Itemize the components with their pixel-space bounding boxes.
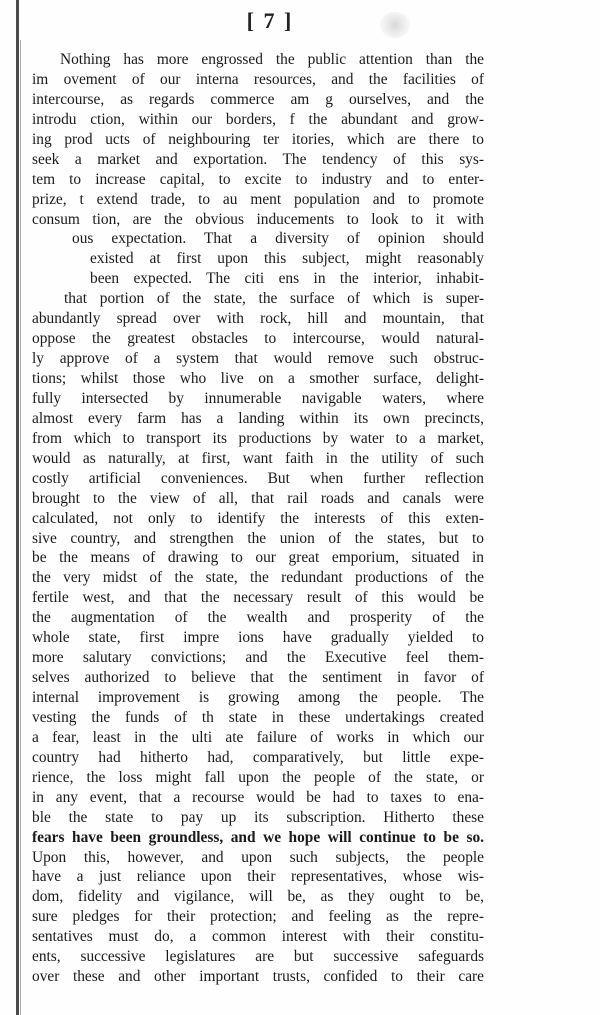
text-line: fears have been groundless, and we hope will continue to be so.	[32, 828, 484, 846]
text-line: tem to increase capital, to excite to industry and to enter-	[32, 170, 484, 188]
text-line: ents, successive legislatures are but successive safeguards	[32, 948, 484, 966]
text-line: fully intersected by innumerable navigable waters, where	[32, 389, 484, 407]
text-line: rience, the loss might fall upon the people of the state, or	[32, 768, 484, 786]
text-line: oppose the greatest obstacles to intercourse, would natural-	[32, 330, 484, 348]
text-line: from which to transport its productions by water to a market,	[32, 429, 484, 447]
text-line: existed at first upon this subject, might reasonably	[90, 250, 484, 268]
binding-edge-shadow	[16, 0, 19, 1015]
text-line: costly artificial conveniences. But when further reflection	[32, 469, 484, 487]
binding-edge-line	[20, 40, 21, 1015]
text-line: ly approve of a system that would remove such obstruc-	[32, 350, 484, 368]
text-line: introdu ction, within our borders, f the abundant and grow-	[32, 110, 484, 128]
text-line: seek a market and exportation. The tendency of this sys-	[32, 150, 484, 168]
text-line: country had hitherto had, comparatively, but little expe-	[32, 748, 484, 766]
body-text	[32, 50, 484, 987]
page-number: [ 7 ]	[246, 8, 294, 33]
text-line: selves authorized to believe that the sentiment in favor of	[32, 669, 484, 687]
text-line: internal improvement is growing among the people. The	[32, 689, 484, 706]
text-line: brought to the view of all, that rail roads and canals were	[32, 489, 484, 507]
text-line: have a just reliance upon their representatives, whose wis-	[32, 868, 484, 886]
text-line: the augmentation of the wealth and prosperity of the	[32, 609, 484, 627]
text-line: more salutary convictions; and the Executive feel them-	[32, 649, 484, 667]
text-line: tions; whilst those who live on a smother surface, delight-	[32, 370, 484, 387]
text-line: calculated, not only to identify the interests of this exten-	[32, 509, 484, 527]
text-line: ous expectation. That a diversity of opinion should	[72, 230, 484, 248]
text-line: prize, t extend trade, to au ment population and to promote	[32, 190, 484, 208]
text-line: over these and other important trusts, confided to their care	[32, 968, 484, 986]
text-line: intercourse, as regards commerce am g ourselves, and the	[32, 90, 484, 108]
text-line: the very midst of the state, the redundant productions of the	[32, 569, 484, 587]
text-line: vesting the funds of th state in these undertakings created	[32, 708, 484, 726]
text-line: dom, fidelity and vigilance, will be, as they ought to be,	[32, 888, 484, 906]
text-line: fertile west, and that the necessary result of this would be	[32, 589, 484, 607]
text-line: ing prod ucts of neighbouring ter itories, which are there to	[32, 130, 484, 148]
text-line: Nothing has more engrossed the public attention than the	[60, 51, 484, 68]
text-line: been expected. The citi ens in the interior, inhabit-	[90, 270, 484, 288]
text-line: would as naturally, at first, want faith in the utility of such	[32, 449, 484, 467]
text-line: sentatives must do, a common interest with their constitu-	[32, 928, 484, 946]
text-line: im ovement of our interna resources, and the facilities of	[32, 70, 484, 88]
text-line: a fear, least in the ulti ate failure of works in which our	[32, 728, 484, 746]
text-line: Upon this, however, and upon such subjects, the people	[32, 848, 484, 866]
text-line: sive country, and strengthen the union of the states, but to	[32, 529, 484, 547]
text-line: that portion of the state, the surface of which is super-	[64, 290, 484, 308]
text-line: whole state, first impre ions have gradually yielded to	[32, 629, 484, 647]
text-line: abundantly spread over with rock, hill and mountain, that	[32, 310, 484, 328]
text-line: in any event, that a recourse would be had to taxes to ena-	[32, 788, 484, 806]
text-line: be the means of drawing to our great emporium, situated in	[32, 549, 484, 567]
text-line: sure pledges for their protection; and feeling as the repre-	[32, 908, 484, 926]
text-line: almost every farm has a landing within its own precincts,	[32, 409, 484, 427]
text-line: consum tion, are the obvious inducements to look to it with	[32, 210, 484, 228]
text-line: ble the state to pay up its subscription. Hitherto these	[32, 808, 484, 826]
